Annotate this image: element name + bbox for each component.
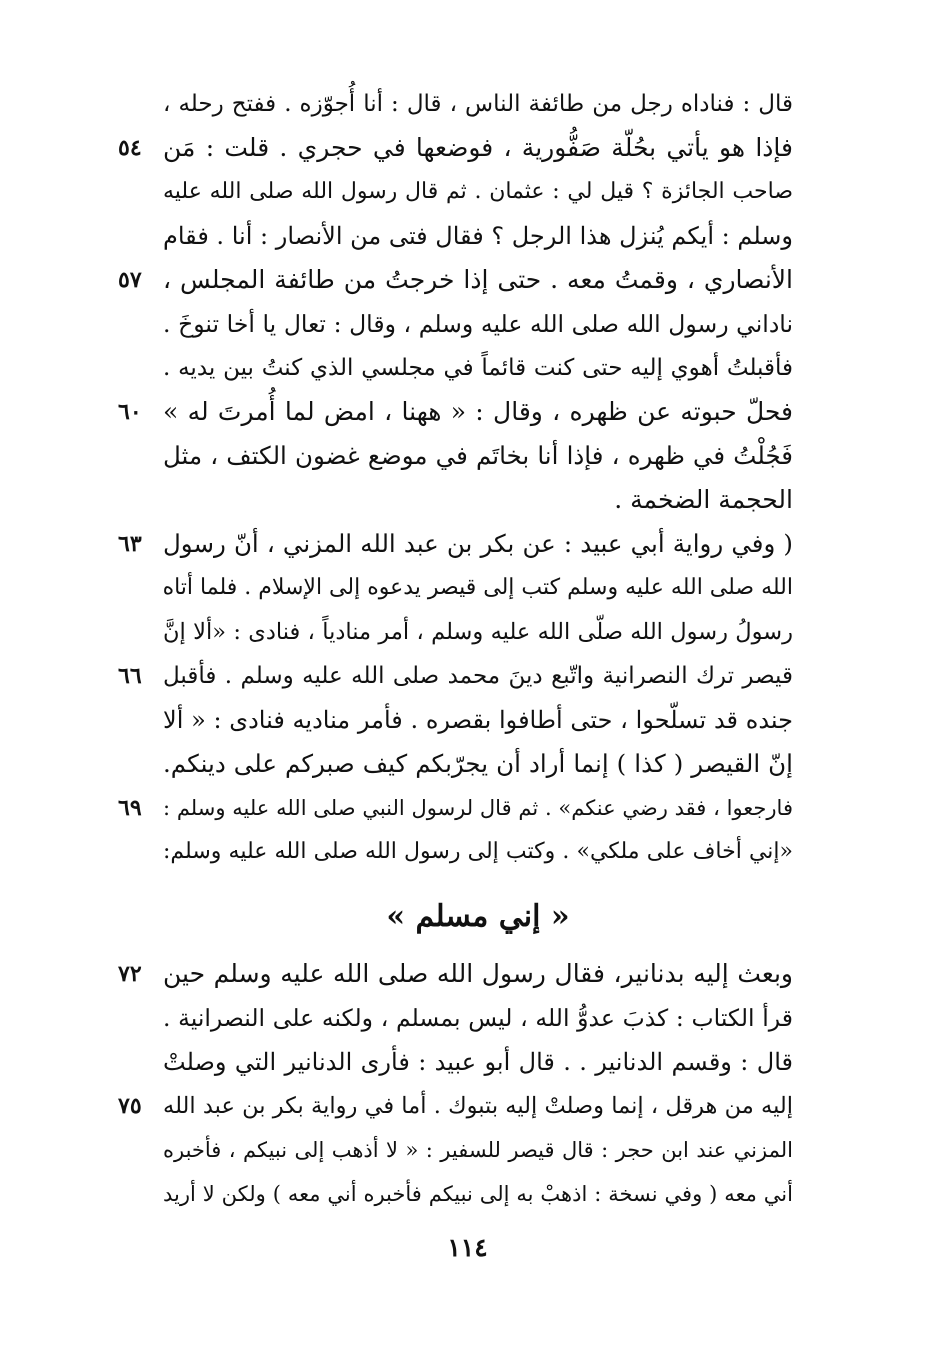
text-line: أني معه ( وفي نسخة : اذهبْ به إلى نبيكم فأخبره أني معه ) ولكن لا أريد (163, 1182, 793, 1206)
text-line: قال : وقسم الدنانير . . قال أبو عبيد : فأرى الدنانير التي وصلتْ (163, 1048, 793, 1076)
page-number: ١١٤ (447, 1233, 488, 1262)
text-line: فَجُلْتُ في ظهره ، فإذا أنا بخاتَم في موضع غضون الكتف ، مثل (163, 441, 793, 470)
section-heading: « إني مسلم » (386, 899, 570, 934)
text-line: «إني أخاف على ملكي» . وكتب إلى رسول الله صلى الله عليه وسلم: (163, 839, 793, 864)
text-line: فأقبلتُ أهوي إليه حتى كنت قائماً في مجلسي الذي كنتُ بين يديه . (163, 355, 793, 381)
text-line: الله صلى الله عليه وسلم كتب إلى قيصر يدعوه إلى الإسلام . فلما أتاه (162, 575, 793, 600)
text-line: قرأ الكتاب : كذبَ عدوُّ الله ، ليس بمسلم ، ولكنه على النصرانية . (163, 1004, 793, 1032)
text-line: فإذا هو يأتي بحُلّة صَفُّورية ، فوضعها في حجري . قلت : مَن (163, 133, 793, 162)
line-number: ٦٦ (118, 663, 142, 689)
line-number: ٦٠ (118, 399, 142, 425)
text-line: فارجعوا ، فقد رضي عنكم» . ثم قال لرسول النبي صلى الله عليه وسلم : (163, 796, 793, 820)
text-line: رسولُ رسول الله صلّى الله عليه وسلم ، أمر منادياً ، فنادى : «ألا إنَّ (163, 619, 793, 645)
text-line: وبعث إليه بدنانير، فقال رسول الله صلى الله عليه وسلم حين (163, 959, 793, 988)
text-line: وسلم : أيكم يُنزل هذا الرجل ؟ فقال فتى من الأنصار : أنا . فقام (163, 222, 793, 250)
text-line: ( وفي رواية أبي عبيد : عن بكر بن عبد الله المزني ، أنّ رسول (163, 529, 793, 558)
text-line: المزني عند ابن حجر : قال قيصر للسفير : « لا أذهب إلى نبيكم ، فأخبره (163, 1138, 793, 1162)
line-number: ٥٤ (118, 135, 142, 161)
text-line: إنّ القيصر ( كذا ) إنما أراد أن يجرّبكم كيف صبركم على دينكم. (163, 749, 793, 778)
text-line: جنده قد تسلّحوا ، حتى أطافوا بقصره . فأمر مناديه فنادى : « ألا (163, 706, 793, 734)
line-number: ٦٩ (118, 795, 142, 821)
text-line: الحجمة الضخمة . (614, 485, 793, 514)
text-line: قال : فناداه رجل من طائفة الناس ، قال : أنا أُجوّزه . ففتح رحله ، (163, 91, 793, 117)
line-number: ٦٣ (118, 531, 142, 557)
text-line: ناداني رسول الله صلى الله عليه وسلم ، وقال : تعال يا أخا تنوخَ . (163, 310, 793, 338)
line-number: ٧٥ (118, 1093, 142, 1119)
text-line: قيصر ترك النصرانية واتّبع دينَ محمد صلى الله عليه وسلم . فأقبل (163, 663, 793, 689)
line-number: ٧٢ (118, 961, 142, 987)
text-line: صاحب الجائزة ؟ قيل لي : عثمان . ثم قال رسول الله صلى الله عليه (163, 179, 793, 204)
text-line: فحلّ حبوته عن ظهره ، وقال : « ههنا ، امض لما أُمرتَ له » (163, 397, 793, 426)
text-line: الأنصاري ، وقمتُ معه . حتى إذا خرجتُ من طائفة المجلس ، (163, 265, 793, 294)
text-line: إليه من هرقل ، إنما وصلتْ إليه بتبوك . أما في رواية بكر بن عبد الله (163, 1093, 793, 1119)
line-number: ٥٧ (118, 267, 142, 293)
